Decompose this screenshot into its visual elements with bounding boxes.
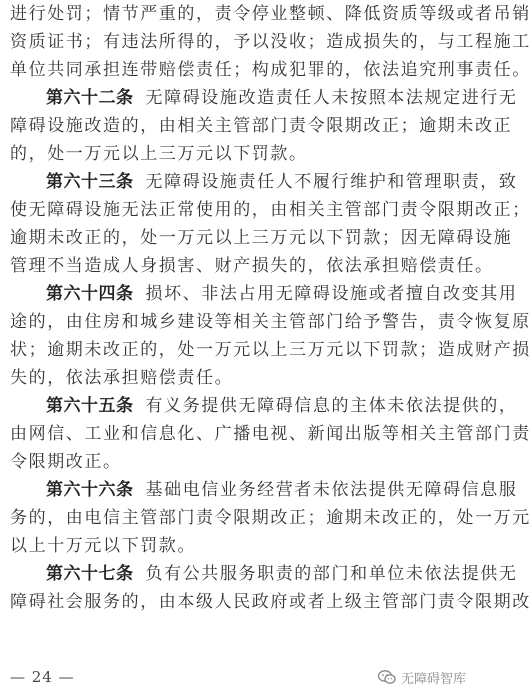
- article-number: 第六十五条: [46, 396, 134, 416]
- articles-list: [10, 84, 531, 616]
- text-line: [10, 168, 518, 196]
- article-text: 基础电信业务经营者未依法提供无障碍信息服: [145, 480, 518, 500]
- text-line: 由网信、工业和信息化、广播电视、新闻出版等相关主管部门责: [10, 424, 531, 444]
- text-line: 令限期改正。: [10, 452, 122, 472]
- text-line: 失的，依法承担赔偿责任。: [10, 368, 234, 388]
- text-line: [10, 560, 518, 588]
- article-text: 负有公共服务职责的部门和单位未依法提供无: [145, 564, 518, 584]
- watermark-label: 无障碍智库: [400, 672, 466, 687]
- article-text: 有义务提供无障碍信息的主体未依法提供的，: [145, 396, 518, 416]
- text-line: 途的，由住房和城乡建设等相关主管部门给予警告，责令恢复原: [10, 312, 531, 332]
- text-line: 进行处罚；情节严重的，责令停业整顿、降低资质等级或者吊销: [10, 4, 531, 24]
- text-line: 障碍社会服务的，由本级人民政府或者上级主管部门责令限期改: [10, 592, 531, 612]
- article-text: 无障碍设施责任人不履行维护和管理职责，致: [145, 172, 518, 192]
- page-number: — 24 —: [10, 668, 75, 686]
- text-line: 管理不当造成人身损害、财产损失的，依法承担赔偿责任。: [10, 256, 494, 276]
- text-line: 资质证书；有违法所得的，予以没收；造成损失的，与工程施工: [10, 32, 531, 52]
- text-line: [10, 392, 518, 420]
- article-number: 第六十二条: [46, 88, 134, 108]
- article-block: [10, 560, 531, 616]
- document-page: [10, 0, 531, 616]
- article-block: [10, 168, 531, 280]
- text-line: [10, 280, 518, 308]
- article-number: 第六十四条: [46, 284, 134, 304]
- article-block: [10, 84, 518, 168]
- article-block: [10, 476, 531, 560]
- article-text: 损坏、非法占用无障碍设施或者擅自改变其用: [145, 284, 518, 304]
- text-line: [10, 84, 518, 112]
- intro-paragraph: [10, 0, 531, 84]
- article-text: 无障碍设施改造责任人未按照本法规定进行无: [145, 88, 518, 108]
- article-number: 第六十三条: [46, 172, 134, 192]
- article-number: 第六十七条: [46, 564, 134, 584]
- article-block: [10, 280, 531, 392]
- article-number: 第六十六条: [46, 480, 134, 500]
- text-line: 以上十万元以下罚款。: [10, 536, 196, 556]
- text-line: [10, 476, 518, 504]
- text-line: 障碍设施改造的，由相关主管部门责令限期改正；逾期未改正: [10, 116, 513, 136]
- article-block: [10, 392, 531, 476]
- wechat-icon: [378, 670, 396, 685]
- text-line: 的，处一万元以上三万元以下罚款。: [10, 144, 308, 164]
- text-line: 单位共同承担连带赔偿责任；构成犯罪的，依法追究刑事责任。: [10, 60, 531, 80]
- text-line: 状；逾期未改正的，处一万元以上三万元以下罚款；造成财产损: [10, 340, 531, 360]
- text-line: 务的，由电信主管部门责令限期改正；逾期未改正的，处一万元: [10, 508, 531, 528]
- text-line: 逾期未改正的，处一万元以上三万元以下罚款；因无障碍设施: [10, 228, 513, 248]
- text-line: 使无障碍设施无法正常使用的，由相关主管部门责令限期改正；: [10, 200, 531, 220]
- watermark: [378, 668, 466, 687]
